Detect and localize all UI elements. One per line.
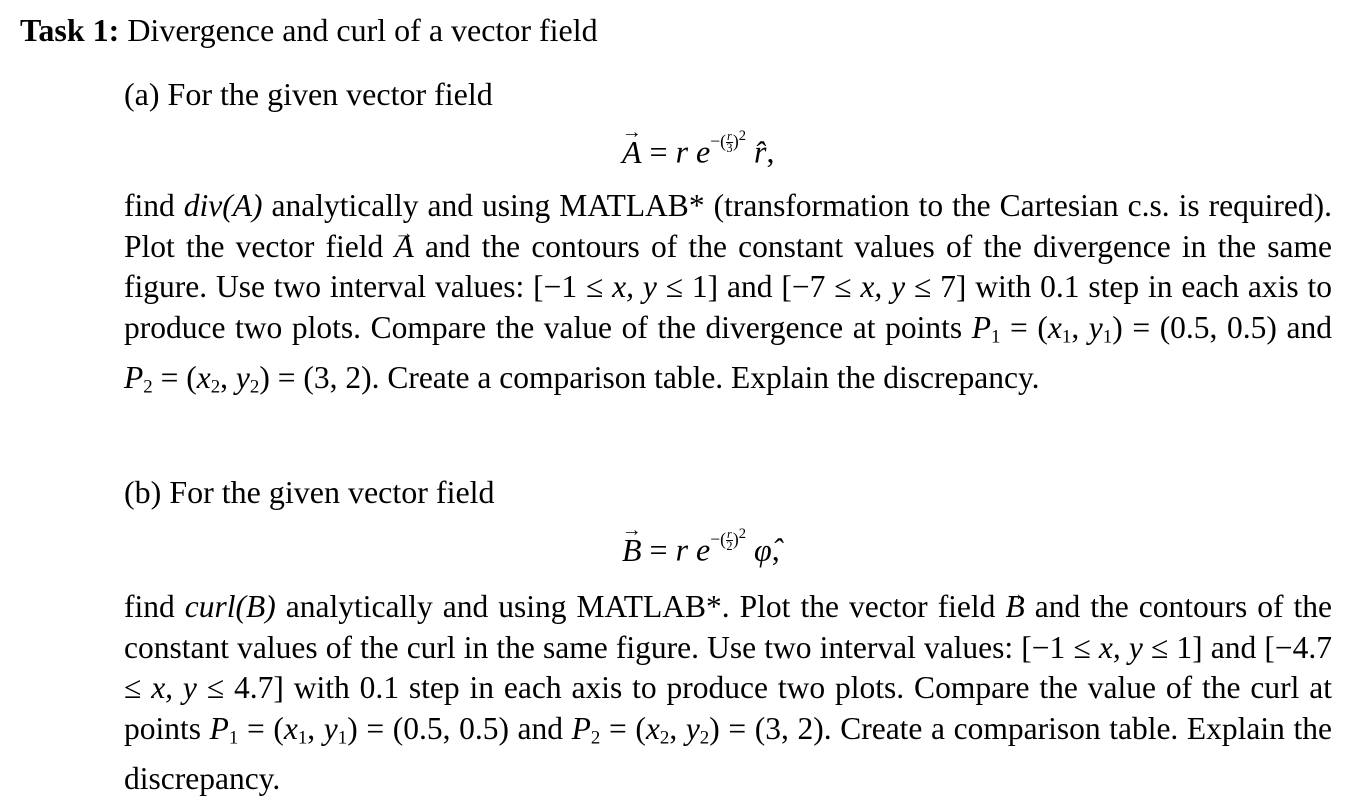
eq-a-coef: r e (675, 133, 711, 170)
eq-b-unit: φ̂ (754, 531, 772, 568)
eq-a-exponent: −( $\frac{r}{3}$ )$^2$ (710, 128, 747, 156)
task-heading (20, 10, 598, 50)
eq-b-exponent: −( $\frac{r}{2}$ )$^2$ (710, 526, 747, 554)
task-title: Divergence and curl of a vector field (127, 12, 598, 48)
part-b-label: (b) For the given vector field (124, 474, 495, 510)
equation-b: B → = r e−( $\frac{r}{2}$ )$^2$ φ̂, (622, 526, 780, 569)
eq-b-coef: r e (675, 531, 711, 568)
part-b-paragraph: find curl(B) analytically and using MATLAB*. Plot the vector field B → and the contours of the constant values of the curl in the same figure. Use two interval values: [−1 ≤ x, y ≤ 1] and [−4.7 ≤ x, y ≤ 4.7] with 0.1 step in each axis to produce two plots. Compare the value of the curl at points $P_1 = (x_1$, $y_1) = (0.5$, 0.5) and $P_2 = (x_2$, $y_2) = (3$, 2). Create a comparison table. Explain the discrepancy. (124, 587, 1332, 799)
eq-a-unit: r̂ (754, 133, 767, 170)
part-a-paragraph: find div(A) analytically and using MATLAB* (transformation to the Cartesian c.s. is required). Plot the vector field A → and the contours of the constant values of the divergence in the same figure. Use two interval values: [−1 ≤ x, y ≤ 1] and [−7 ≤ x, y ≤ 7] with 0.1 step in each axis to produce two plots. Compare the value of the divergence at points $P_1 = (x_1$, $y_1) = (0.5$, 0.5) and $P_2 = (x_2$, $y_2) = (3$, 2). Create a comparison table. Explain the discrepancy. (124, 186, 1332, 408)
part-a-label: (a) For the given vector field (124, 76, 493, 112)
task-label: Task 1: (20, 12, 120, 48)
vector-a-symbol: A → (622, 134, 642, 171)
equation-a: A → = r e−( $\frac{r}{3}$ )$^2$ r̂, (622, 128, 774, 171)
vector-b-symbol: B → (622, 532, 642, 569)
